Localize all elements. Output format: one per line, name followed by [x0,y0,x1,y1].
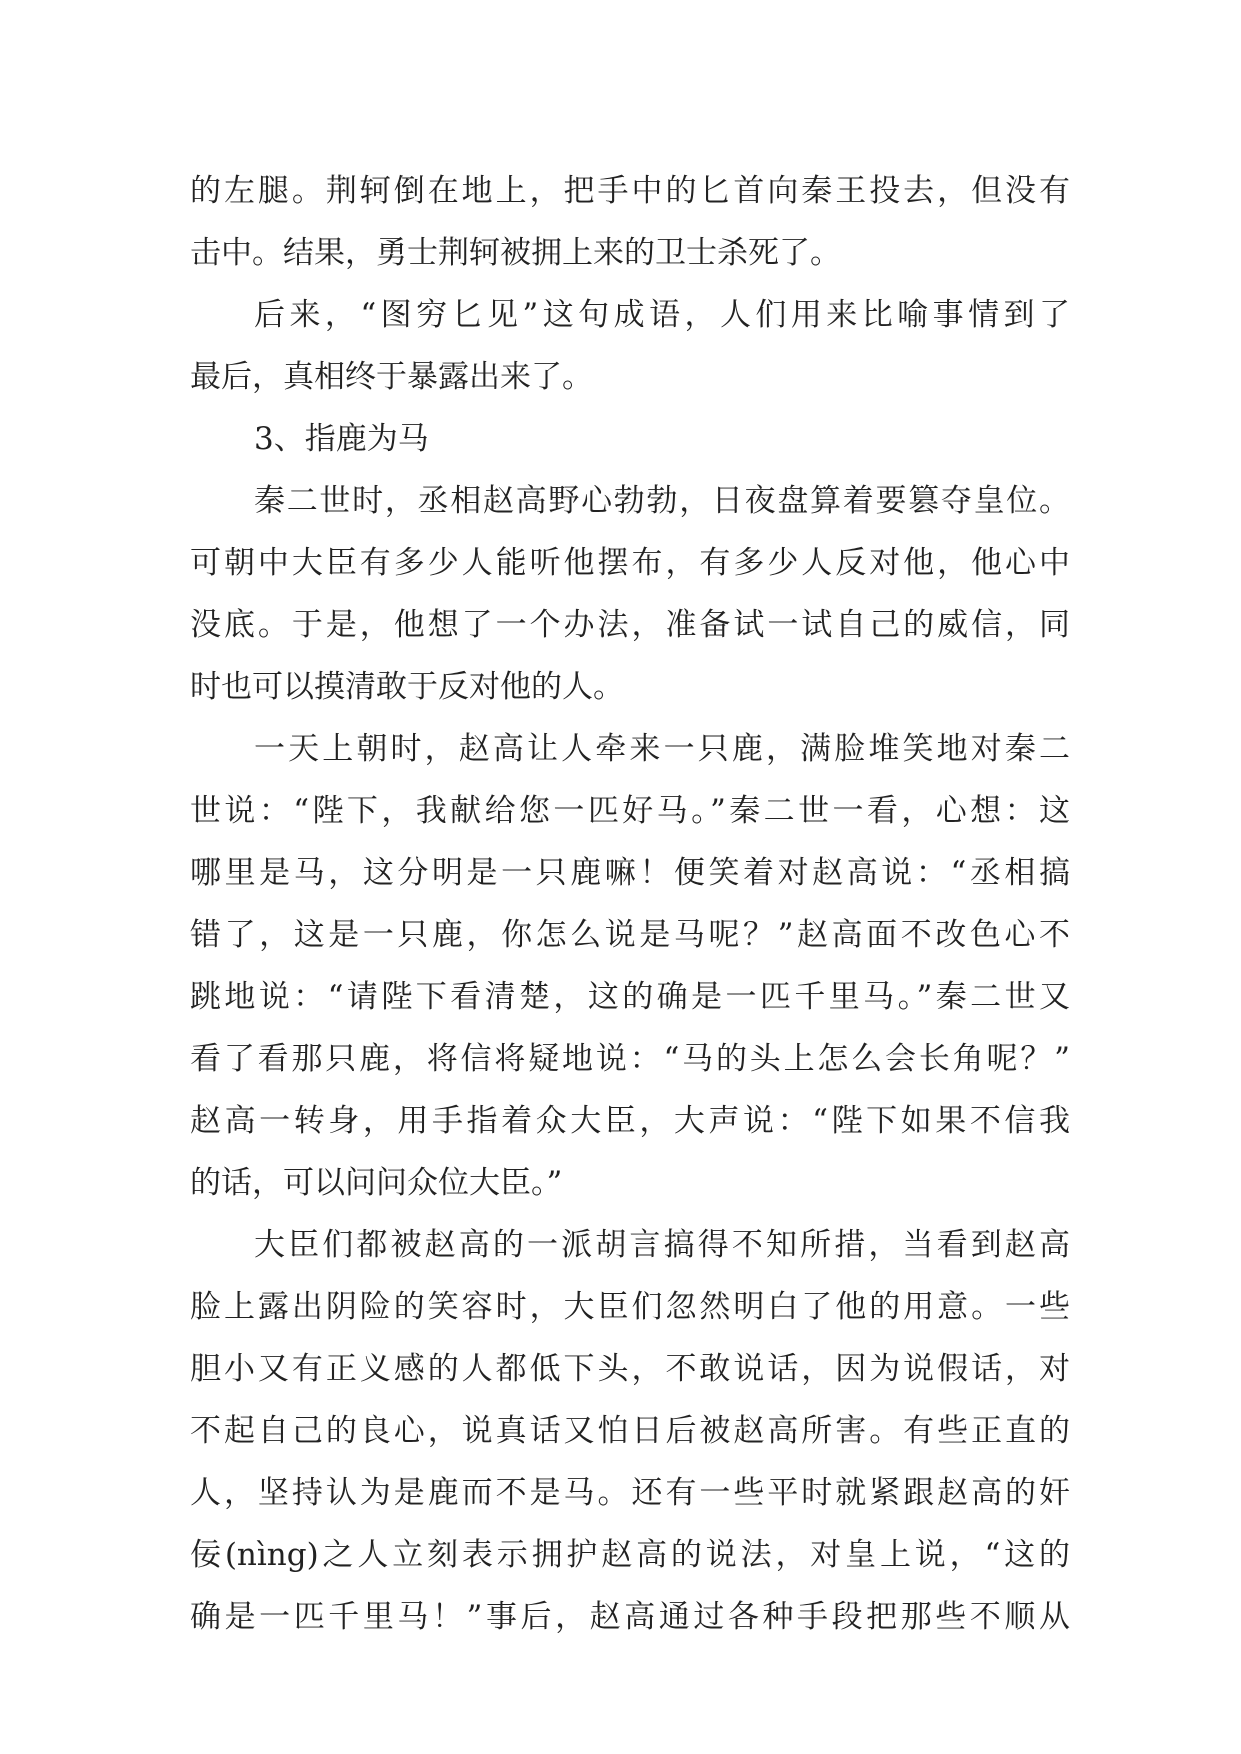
text-line: 不起自己的良心，说真话又怕日后被赵高所害。有些正直的 [190,1413,1070,1449]
text-line: 佞(nìng)之人立刻表示拥护赵高的说法，对皇上说，“这的 [190,1537,1070,1573]
text-line: 最后，真相终于暴露出来了。 [190,359,593,395]
text-line: 一天上朝时，赵高让人牵来一只鹿，满脸堆笑地对秦二 [254,731,1070,767]
text-line: 秦二世时，丞相赵高野心勃勃，日夜盘算着要篡夺皇位。 [254,483,1070,519]
text-line: 世说：“陛下，我献给您一匹好马。”秦二世一看，心想：这 [190,793,1070,829]
text-line: 可朝中大臣有多少人能听他摆布，有多少人反对他，他心中 [190,545,1070,581]
text-line: 3、指鹿为马 [254,421,429,457]
text-line: 看了看那只鹿，将信将疑地说：“马的头上怎么会长角呢？” [190,1041,1070,1077]
text-line: 确是一匹千里马！”事后，赵高通过各种手段把那些不顺从 [190,1599,1070,1635]
text-line: 后来，“图穷匕见”这句成语，人们用来比喻事情到了 [254,297,1070,333]
text-line: 跳地说：“请陛下看清楚，这的确是一匹千里马。”秦二世又 [190,979,1070,1015]
text-line: 时也可以摸清敢于反对他的人。 [190,669,624,705]
text-line: 的左腿。荆轲倒在地上，把手中的匕首向秦王投去，但没有 [190,173,1070,209]
text-line: 赵高一转身，用手指着众大臣，大声说：“陛下如果不信我 [190,1103,1070,1139]
body-text [190,160,1070,1648]
text-line: 哪里是马，这分明是一只鹿嘛！便笑着对赵高说：“丞相搞 [190,855,1070,891]
text-line: 脸上露出阴险的笑容时，大臣们忽然明白了他的用意。一些 [190,1289,1070,1325]
text-line: 没底。于是，他想了一个办法，准备试一试自己的威信，同 [190,607,1070,643]
text-line: 的话，可以问问众位大臣。” [190,1165,563,1201]
text-line: 大臣们都被赵高的一派胡言搞得不知所措，当看到赵高 [254,1227,1070,1263]
text-line: 错了，这是一只鹿，你怎么说是马呢？”赵高面不改色心不 [190,917,1070,953]
text-line: 击中。结果，勇士荆轲被拥上来的卫士杀死了。 [190,235,841,271]
text-line: 人，坚持认为是鹿而不是马。还有一些平时就紧跟赵高的奸 [190,1475,1070,1511]
text-line: 胆小又有正义感的人都低下头，不敢说话，因为说假话，对 [190,1351,1070,1387]
